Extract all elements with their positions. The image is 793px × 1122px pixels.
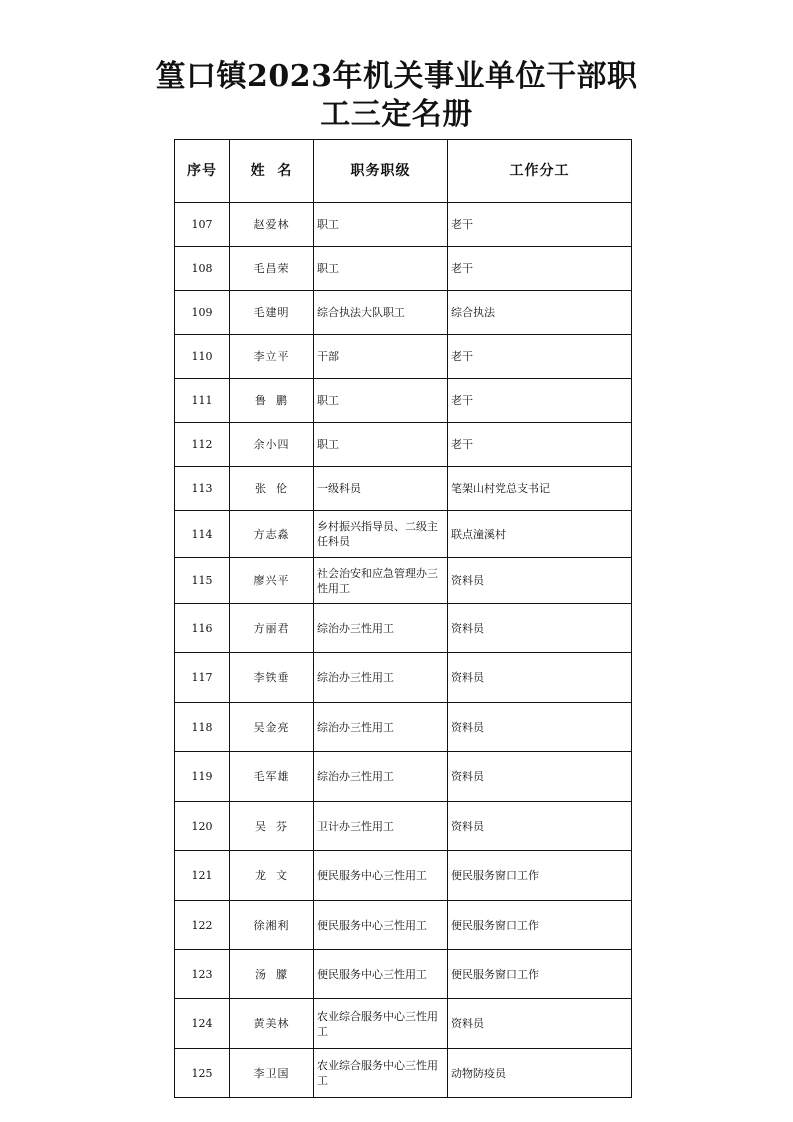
table-row <box>175 203 632 247</box>
row-position: 便民服务中心三性用工 <box>314 851 448 901</box>
row-work: 便民服务窗口工作 <box>448 950 632 999</box>
title-line-2: 工三定名册 <box>320 97 473 132</box>
table-row <box>175 335 632 379</box>
table-row <box>175 247 632 291</box>
row-work: 笔架山村党总支书记 <box>448 467 632 511</box>
document-title <box>0 58 793 134</box>
row-work: 联点潼溪村 <box>448 511 632 558</box>
row-work: 资料员 <box>448 752 632 802</box>
row-number: 125 <box>175 1049 230 1098</box>
row-number: 112 <box>175 423 230 467</box>
row-name: 鲁 鹏 <box>230 379 314 423</box>
row-number: 122 <box>175 901 230 950</box>
staff-roster-table <box>174 139 632 1098</box>
row-name: 张 伦 <box>230 467 314 511</box>
table-row <box>175 950 632 999</box>
row-number: 113 <box>175 467 230 511</box>
row-number: 109 <box>175 291 230 335</box>
header-position: 职务职级 <box>314 140 448 203</box>
row-name: 李卫国 <box>230 1049 314 1098</box>
table-row <box>175 752 632 802</box>
row-name: 吴金亮 <box>230 703 314 752</box>
row-position: 农业综合服务中心三性用工 <box>314 999 448 1049</box>
row-work: 资料员 <box>448 999 632 1049</box>
row-position: 综治办三性用工 <box>314 703 448 752</box>
table-row <box>175 802 632 851</box>
row-number: 114 <box>175 511 230 558</box>
table-row <box>175 423 632 467</box>
row-name: 毛军雄 <box>230 752 314 802</box>
row-work: 资料员 <box>448 653 632 703</box>
row-number: 115 <box>175 558 230 604</box>
row-position: 一级科员 <box>314 467 448 511</box>
row-number: 117 <box>175 653 230 703</box>
row-work: 老干 <box>448 247 632 291</box>
table-row <box>175 851 632 901</box>
row-name: 黄美林 <box>230 999 314 1049</box>
row-name: 赵爱林 <box>230 203 314 247</box>
row-number: 124 <box>175 999 230 1049</box>
row-work: 老干 <box>448 379 632 423</box>
row-name: 吴 芬 <box>230 802 314 851</box>
title-line-1: 篁口镇2023年机关事业单位干部职 <box>155 59 638 94</box>
row-number: 107 <box>175 203 230 247</box>
row-name: 汤 朦 <box>230 950 314 999</box>
row-name: 廖兴平 <box>230 558 314 604</box>
row-name: 方志淼 <box>230 511 314 558</box>
row-work: 资料员 <box>448 604 632 653</box>
row-position: 综合执法大队职工 <box>314 291 448 335</box>
row-number: 108 <box>175 247 230 291</box>
table-row <box>175 1049 632 1098</box>
row-position: 便民服务中心三性用工 <box>314 901 448 950</box>
table-row <box>175 511 632 558</box>
row-number: 120 <box>175 802 230 851</box>
row-name: 徐湘利 <box>230 901 314 950</box>
table-row <box>175 703 632 752</box>
row-name: 李铁垂 <box>230 653 314 703</box>
row-number: 116 <box>175 604 230 653</box>
table-row <box>175 467 632 511</box>
row-work: 资料员 <box>448 703 632 752</box>
table-row <box>175 653 632 703</box>
row-work: 资料员 <box>448 558 632 604</box>
header-work: 工作分工 <box>448 140 632 203</box>
row-name: 余小四 <box>230 423 314 467</box>
header-row <box>175 140 632 203</box>
row-work: 老干 <box>448 203 632 247</box>
row-name: 方丽君 <box>230 604 314 653</box>
row-work: 便民服务窗口工作 <box>448 851 632 901</box>
table-row <box>175 999 632 1049</box>
header-no: 序号 <box>175 140 230 203</box>
row-work: 老干 <box>448 335 632 379</box>
header-name: 姓 名 <box>230 140 314 203</box>
row-work: 综合执法 <box>448 291 632 335</box>
row-position: 职工 <box>314 379 448 423</box>
table-row <box>175 558 632 604</box>
row-position: 干部 <box>314 335 448 379</box>
row-work: 动物防疫员 <box>448 1049 632 1098</box>
row-number: 121 <box>175 851 230 901</box>
row-number: 111 <box>175 379 230 423</box>
row-name: 龙 文 <box>230 851 314 901</box>
row-work: 资料员 <box>448 802 632 851</box>
row-position: 职工 <box>314 247 448 291</box>
table-row <box>175 901 632 950</box>
row-name: 毛建明 <box>230 291 314 335</box>
row-position: 便民服务中心三性用工 <box>314 950 448 999</box>
table-row <box>175 291 632 335</box>
table-row <box>175 604 632 653</box>
row-work: 老干 <box>448 423 632 467</box>
row-position: 卫计办三性用工 <box>314 802 448 851</box>
row-position: 综治办三性用工 <box>314 653 448 703</box>
row-number: 110 <box>175 335 230 379</box>
row-number: 119 <box>175 752 230 802</box>
row-work: 便民服务窗口工作 <box>448 901 632 950</box>
row-position: 职工 <box>314 423 448 467</box>
table-row <box>175 379 632 423</box>
row-position: 综治办三性用工 <box>314 604 448 653</box>
row-position: 乡村振兴指导员、二级主任科员 <box>314 511 448 558</box>
row-position: 社会治安和应急管理办三性用工 <box>314 558 448 604</box>
row-name: 李立平 <box>230 335 314 379</box>
row-number: 118 <box>175 703 230 752</box>
row-name: 毛昌荣 <box>230 247 314 291</box>
row-position: 农业综合服务中心三性用工 <box>314 1049 448 1098</box>
row-number: 123 <box>175 950 230 999</box>
row-position: 职工 <box>314 203 448 247</box>
row-position: 综治办三性用工 <box>314 752 448 802</box>
